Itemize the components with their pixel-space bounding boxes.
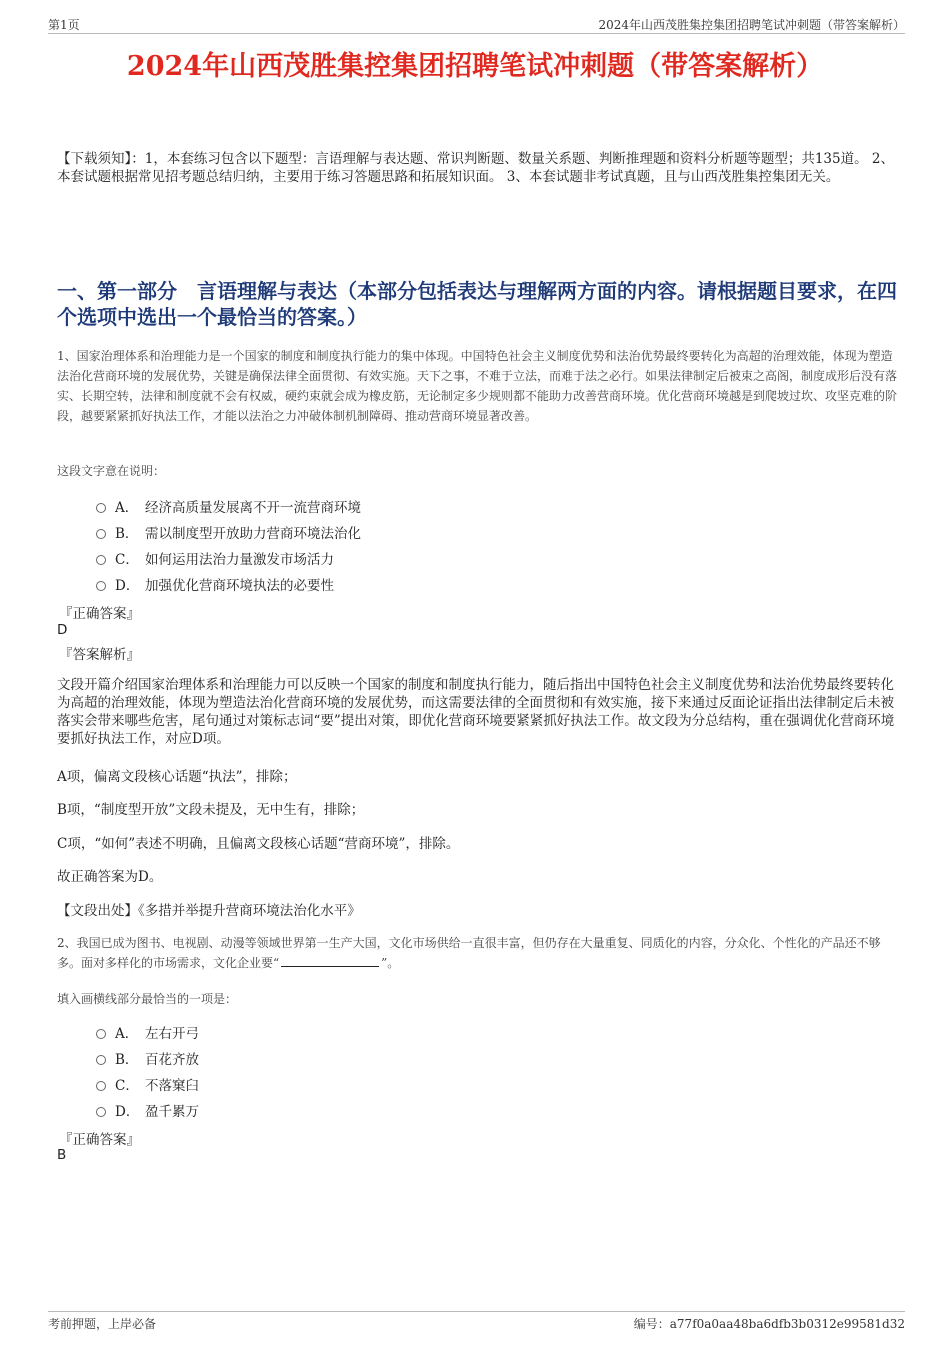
page-number: 第1页 [48,18,80,32]
q2-option-b[interactable]: B． 百花齐放 [96,1045,596,1071]
question-1-options [96,493,596,597]
q1-analysis-a: A项，偏离文段核心话题“执法”，排除； [57,769,297,785]
question-1-text: 1、国家治理体系和治理能力是一个国家的制度和制度执行能力的集中体现。中国特色社会主义制度优势和法治优势最终要转化为高超的治理效能，体现为塑造法治化营商环境的发展优势，关键是确保法律全面贯彻、有效实施。天下之事，不难于立法，而难于法之必行。如果法律制定后被束之高阁，制度成形后没有落实、长期空转，法律和制度就不会有权威，硬约束就会成为橡皮筋，无论制定多少规则都不能助力改善营商环境。优化营商环境越是到爬坡过坎、攻坚克难的阶段，越要紧紧抓好执法工作，才能以法治之力冲破体制机制障碍、推动营商环境显著改善。 [57,349,898,423]
download-notice: 【下载须知】：1，本套练习包含以下题型：言语理解与表达题、常识判断题、数量关系题、判断推理题和资料分析题等题型；共135道。 2、本套试题根据常见招考题总结归纳，主要用于练习答题思路和拓展知识面。 3、本套试题非考试真题，且与山西茂胜集控集团无关。 [57,151,894,185]
question-1-prompt: 这段文字意在说明： [57,464,166,478]
q1-option-d[interactable]: D． 加强优化营商环境执法的必要性 [96,571,596,597]
radio-icon[interactable] [96,1107,106,1117]
q1-option-c[interactable]: C． 如何运用法治力量激发市场活力 [96,545,596,571]
question-2-prompt: 填入画横线部分最恰当的一项是： [57,992,238,1006]
q1-answer-label: 『正确答案』 [59,606,140,622]
q2-option-d[interactable]: D． 盈千累万 [96,1097,596,1123]
q2-option-c[interactable]: C． 不落窠臼 [96,1071,596,1097]
q2-option-a[interactable]: A． 左右开弓 [96,1019,596,1045]
q2-answer-label: 『正确答案』 [59,1132,140,1148]
radio-icon[interactable] [96,1029,106,1039]
radio-icon[interactable] [96,1081,106,1091]
q1-conclusion: 故正确答案为D。 [57,869,163,885]
footer-id: 编号：a77f0a0aa48ba6dfb3b0312e99581d32 [633,1317,905,1331]
q1-analysis-c: C项，“如何”表述不明确，且偏离文段核心话题“营商环境”，排除。 [57,836,460,852]
radio-icon[interactable] [96,503,106,513]
page-header [48,14,905,34]
q1-analysis-b: B项，“制度型开放”文段未提及，无中生有，排除； [57,802,365,818]
radio-icon[interactable] [96,529,106,539]
page-footer [48,1311,905,1333]
radio-icon[interactable] [96,581,106,591]
q1-answer: D [57,622,68,638]
question-2-options [96,1019,596,1123]
q2-answer: B [57,1147,67,1163]
q1-analysis-label: 『答案解析』 [59,647,140,663]
section-title: 一、第一部分 言语理解与表达（本部分包括表达与理解两方面的内容。请根据题目要求，在四个选项中选出一个最恰当的答案。） [57,279,897,329]
fill-blank [281,955,379,967]
footer-slogan: 考前押题，上岸必备 [48,1317,157,1331]
q1-option-b[interactable]: B． 需以制度型开放助力营商环境法治化 [96,519,596,545]
document-title: 2024年山西茂胜集控集团招聘笔试冲刺题（带答案解析） [126,51,824,82]
radio-icon[interactable] [96,1055,106,1065]
radio-icon[interactable] [96,555,106,565]
q1-source: 【文段出处】《多措并举提升营商环境法治化水平》 [57,903,361,919]
header-doc-title: 2024年山西茂胜集控集团招聘笔试冲刺题（带答案解析） [598,18,905,32]
q1-option-a[interactable]: A． 经济高质量发展离不开一流营商环境 [96,493,596,519]
q1-analysis: 文段开篇介绍国家治理体系和治理能力可以反映一个国家的制度和制度执行能力，随后指出中国特色社会主义制度优势和法治优势最终要转化为高超的治理效能，体现为塑造法治化营商环境的发展优势，而这需要法律的全面贯彻和有效实施，接下来通过反面论证指出法律制定后未被落实会带来哪些危害，尾句通过对策标志词“要”提出对策，即优化营商环境要紧紧抓好执法工作。故文段为分总结构，重在强调优化营商环境要抓好执法工作，对应D项。 [57,677,895,747]
question-2-text: 2、我国已成为图书、电视剧、动漫等领域世界第一生产大国，文化市场供给一直很丰富，但仍存在大量重复、同质化的内容，分众化、个性化的产品还不够多。面对多样化的市场需求，文化企业要“ ”。 [57,936,881,970]
